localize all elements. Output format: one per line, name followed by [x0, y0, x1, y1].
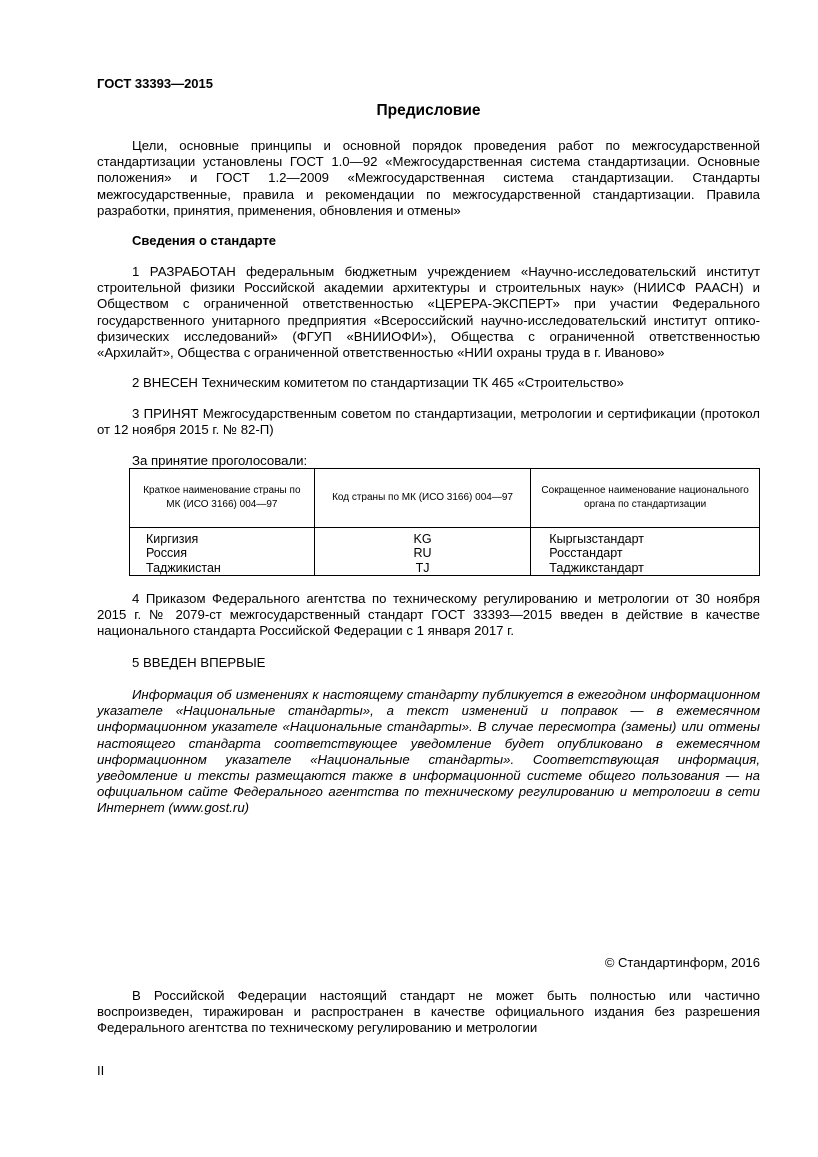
table-row [130, 528, 760, 547]
header-national-body: Сокращенное наименование национального органа по стандартизации [531, 469, 760, 528]
country-code: RU [314, 546, 531, 560]
reproduction-notice: В Российской Федерации настоящий стандарт не может быть полностью или частично воспроизведен, тиражирован и распространен в качестве официального издания без разрешения Федерального агентства по техническому регулированию и метрологии [97, 988, 760, 1036]
national-body: Росстандарт [531, 546, 760, 560]
page-number: II [97, 1063, 105, 1078]
item-4-paragraph: 4 Приказом Федерального агентства по техническому регулированию и метрологии от 30 ноября 2015 г. № 2079-ст межгосударственный стандарт ГОСТ 33393—2015 введен в действие в качестве национального стандарта Российской Федерации с 1 января 2017 г. [97, 591, 760, 639]
item-3-paragraph: 3 ПРИНЯТ Межгосударственным советом по стандартизации, метрологии и сертификации (протокол от 12 ноября 2015 г. № 82-П) [97, 406, 760, 438]
national-body: Кыргызстандарт [531, 528, 760, 547]
table-row [130, 561, 760, 576]
item-1-paragraph: 1 РАЗРАБОТАН федеральным бюджетным учреждением «Научно-исследовательский институт строительной физики Российской академии архитектуры и строительных наук» (НИИСФ РААСН) и Обществом с ограниченной ответственностью «ЦЕРЕРА-ЭКСПЕРТ» при участии Федерального государственного унитарного предприятия «Всероссийский научно-исследовательский институт оптико-физических исследований» (ФГУП «ВНИИОФИ»), Общества с ограниченной ответственностью «Архилайт», Общества с ограниченной ответственностью «НИИ охраны труда в г. Иваново» [97, 264, 760, 361]
info-paragraph: Информация об изменениях к настоящему стандарту публикуется в ежегодном информационном указателе «Национальные стандарты», а текст изменений и поправок — в ежемесячном информационном указателе «Национальные стандарты». В случае пересмотра (замены) или отмены настоящего стандарта соответствующее уведомление будет опубликовано в ежемесячном информационном указателе «Национальные стандарты». Соответствующая информация, уведомление и тексты размещаются также в информационной системе общего пользования — на официальном сайте Федерального агентства по техническому регулированию и метрологии в сети Интернет (www.gost.ru) [97, 687, 760, 816]
page-title: Предисловие [376, 102, 481, 119]
national-body: Таджикстандарт [531, 561, 760, 576]
item-5-paragraph: 5 ВВЕДЕН ВПЕРВЫЕ [132, 655, 266, 670]
vote-label: За принятие проголосовали: [132, 453, 308, 468]
country-code: KG [314, 528, 531, 547]
item-2-paragraph: 2 ВНЕСЕН Техническим комитетом по стандартизации ТК 465 «Строительство» [132, 375, 624, 390]
section-heading: Сведения о стандарте [132, 233, 277, 248]
country-name: Киргизия [130, 528, 315, 547]
table-header-row [130, 469, 760, 528]
country-code: TJ [314, 561, 531, 576]
header-country-code: Код страны по МК (ИСО 3166) 004—97 [314, 469, 531, 528]
document-id: ГОСТ 33393—2015 [97, 76, 213, 91]
voting-table [129, 468, 760, 576]
header-country-name: Краткое наименование страны по МК (ИСО 3166) 004—97 [130, 469, 315, 528]
country-name: Таджикистан [130, 561, 315, 576]
intro-paragraph: Цели, основные принципы и основной порядок проведения работ по межгосударственной стандартизации установлены ГОСТ 1.0—92 «Межгосударственная система стандартизации. Основные положения» и ГОСТ 1.2—2009 «Межгосударственная система стандартизации. Стандарты межгосударственные, правила и рекомендации по межгосударственной стандартизации. Правила разработки, принятия, применения, обновления и отмены» [97, 138, 760, 218]
country-name: Россия [130, 546, 315, 560]
table-row [130, 546, 760, 560]
copyright: © Стандартинформ, 2016 [604, 955, 760, 970]
